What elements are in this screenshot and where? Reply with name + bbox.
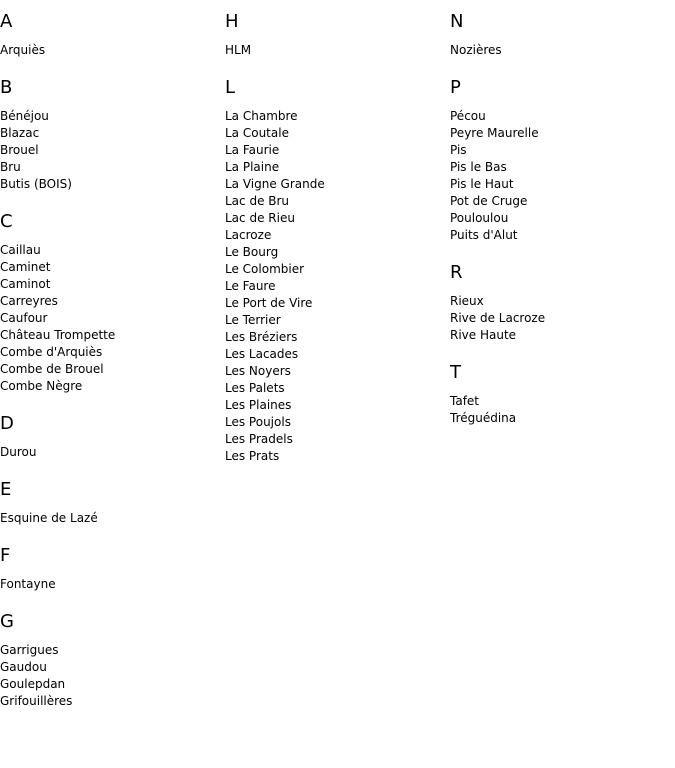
place-link[interactable]: Tréguédina — [450, 411, 517, 425]
place-link[interactable]: Puits d'Alut — [450, 228, 518, 242]
letter-heading: T — [450, 362, 461, 383]
place-link[interactable]: HLM — [225, 43, 252, 57]
place-list — [0, 242, 225, 395]
letter-heading: G — [0, 611, 14, 632]
letter-group-r — [450, 261, 675, 344]
letter-group-h — [225, 10, 450, 59]
place-link[interactable]: Le Port de Vire — [225, 296, 313, 310]
place-link[interactable]: Peyre Maurelle — [450, 126, 539, 140]
letter-heading: A — [0, 11, 13, 32]
letter-group-p — [450, 76, 675, 244]
place-link[interactable]: La Plaine — [225, 160, 280, 174]
place-list — [0, 42, 225, 59]
place-link[interactable]: Garrigues — [0, 643, 59, 657]
place-link[interactable]: Lacroze — [225, 228, 272, 242]
letter-heading: D — [0, 413, 14, 434]
place-list — [0, 642, 225, 710]
place-list — [450, 293, 675, 344]
place-link[interactable]: Butis (BOIS) — [0, 177, 72, 191]
place-link[interactable]: Durou — [0, 445, 37, 459]
place-link[interactable]: La Coutale — [225, 126, 289, 140]
place-link[interactable]: Le Colombier — [225, 262, 305, 276]
place-list — [450, 108, 675, 244]
place-list — [225, 42, 450, 59]
letter-heading: N — [450, 11, 464, 32]
place-link[interactable]: Combe Nègre — [0, 379, 83, 393]
letter-heading: P — [450, 77, 461, 98]
place-link[interactable]: Pis le Haut — [450, 177, 514, 191]
column-1 — [0, 10, 225, 727]
place-link[interactable]: Gaudou — [0, 660, 47, 674]
letter-group-a — [0, 10, 225, 59]
place-link[interactable]: Les Prats — [225, 449, 280, 463]
place-link[interactable]: Bru — [0, 160, 21, 174]
places-index — [0, 10, 675, 727]
letter-group-f — [0, 544, 225, 593]
place-link[interactable]: Le Bourg — [225, 245, 279, 259]
place-list — [0, 444, 225, 461]
place-link[interactable]: Lac de Rieu — [225, 211, 295, 225]
place-link[interactable]: Les Poujols — [225, 415, 291, 429]
place-link[interactable]: Pot de Cruge — [450, 194, 528, 208]
letter-group-n — [450, 10, 675, 59]
place-link[interactable]: Combe d'Arquiès — [0, 345, 103, 359]
place-link[interactable]: Les Noyers — [225, 364, 291, 378]
letter-heading: F — [0, 545, 11, 566]
place-link[interactable]: Blazac — [0, 126, 40, 140]
place-link[interactable]: Le Faure — [225, 279, 276, 293]
place-link[interactable]: Rive Haute — [450, 328, 517, 342]
place-link[interactable]: Combe de Brouel — [0, 362, 104, 376]
place-link[interactable]: Esquine de Lazé — [0, 511, 98, 525]
place-link[interactable]: Grifouillères — [0, 694, 73, 708]
place-link[interactable]: Rieux — [450, 294, 484, 308]
place-link[interactable]: Bénéjou — [0, 109, 49, 123]
place-link[interactable]: Tafet — [450, 394, 480, 408]
place-link[interactable]: Nozières — [450, 43, 502, 57]
place-link[interactable]: Les Bréziers — [225, 330, 298, 344]
place-link[interactable]: Pis le Bas — [450, 160, 507, 174]
place-link[interactable]: Les Palets — [225, 381, 285, 395]
place-link[interactable]: Carreyres — [0, 294, 58, 308]
letter-heading: B — [0, 77, 13, 98]
place-link[interactable]: Pouloulou — [450, 211, 509, 225]
place-link[interactable]: Caminet — [0, 260, 51, 274]
place-link[interactable]: Rive de Lacroze — [450, 311, 546, 325]
place-link[interactable]: La Faurie — [225, 143, 280, 157]
letter-heading: C — [0, 211, 13, 232]
letter-group-l — [225, 76, 450, 465]
letter-heading: E — [0, 479, 12, 500]
place-link[interactable]: Les Pradels — [225, 432, 293, 446]
place-link[interactable]: Brouel — [0, 143, 39, 157]
place-list — [0, 576, 225, 593]
place-link[interactable]: La Vigne Grande — [225, 177, 325, 191]
letter-group-d — [0, 412, 225, 461]
place-link[interactable]: Pécou — [450, 109, 486, 123]
letter-group-c — [0, 210, 225, 395]
place-link[interactable]: Les Lacades — [225, 347, 299, 361]
place-link[interactable]: Caminot — [0, 277, 51, 291]
place-link[interactable]: Arquiès — [0, 43, 46, 57]
place-link[interactable]: Lac de Bru — [225, 194, 290, 208]
place-link[interactable]: Caillau — [0, 243, 41, 257]
place-link[interactable]: La Chambre — [225, 109, 298, 123]
place-list — [225, 108, 450, 465]
place-list — [450, 42, 675, 59]
place-link[interactable]: Caufour — [0, 311, 48, 325]
letter-heading: H — [225, 11, 239, 32]
place-list — [0, 510, 225, 527]
column-3 — [450, 10, 675, 727]
place-list — [450, 393, 675, 427]
place-link[interactable]: Goulepdan — [0, 677, 66, 691]
letter-heading: R — [450, 262, 463, 283]
column-2 — [225, 10, 450, 727]
place-link[interactable]: Le Terrier — [225, 313, 281, 327]
letter-group-e — [0, 478, 225, 527]
place-link[interactable]: Fontayne — [0, 577, 56, 591]
letter-group-b — [0, 76, 225, 193]
letter-group-g — [0, 610, 225, 710]
place-link[interactable]: Les Plaines — [225, 398, 292, 412]
place-link[interactable]: Château Trompette — [0, 328, 116, 342]
place-link[interactable]: Pis — [450, 143, 467, 157]
place-list — [0, 108, 225, 193]
letter-heading: L — [225, 77, 236, 98]
letter-group-t — [450, 361, 675, 427]
